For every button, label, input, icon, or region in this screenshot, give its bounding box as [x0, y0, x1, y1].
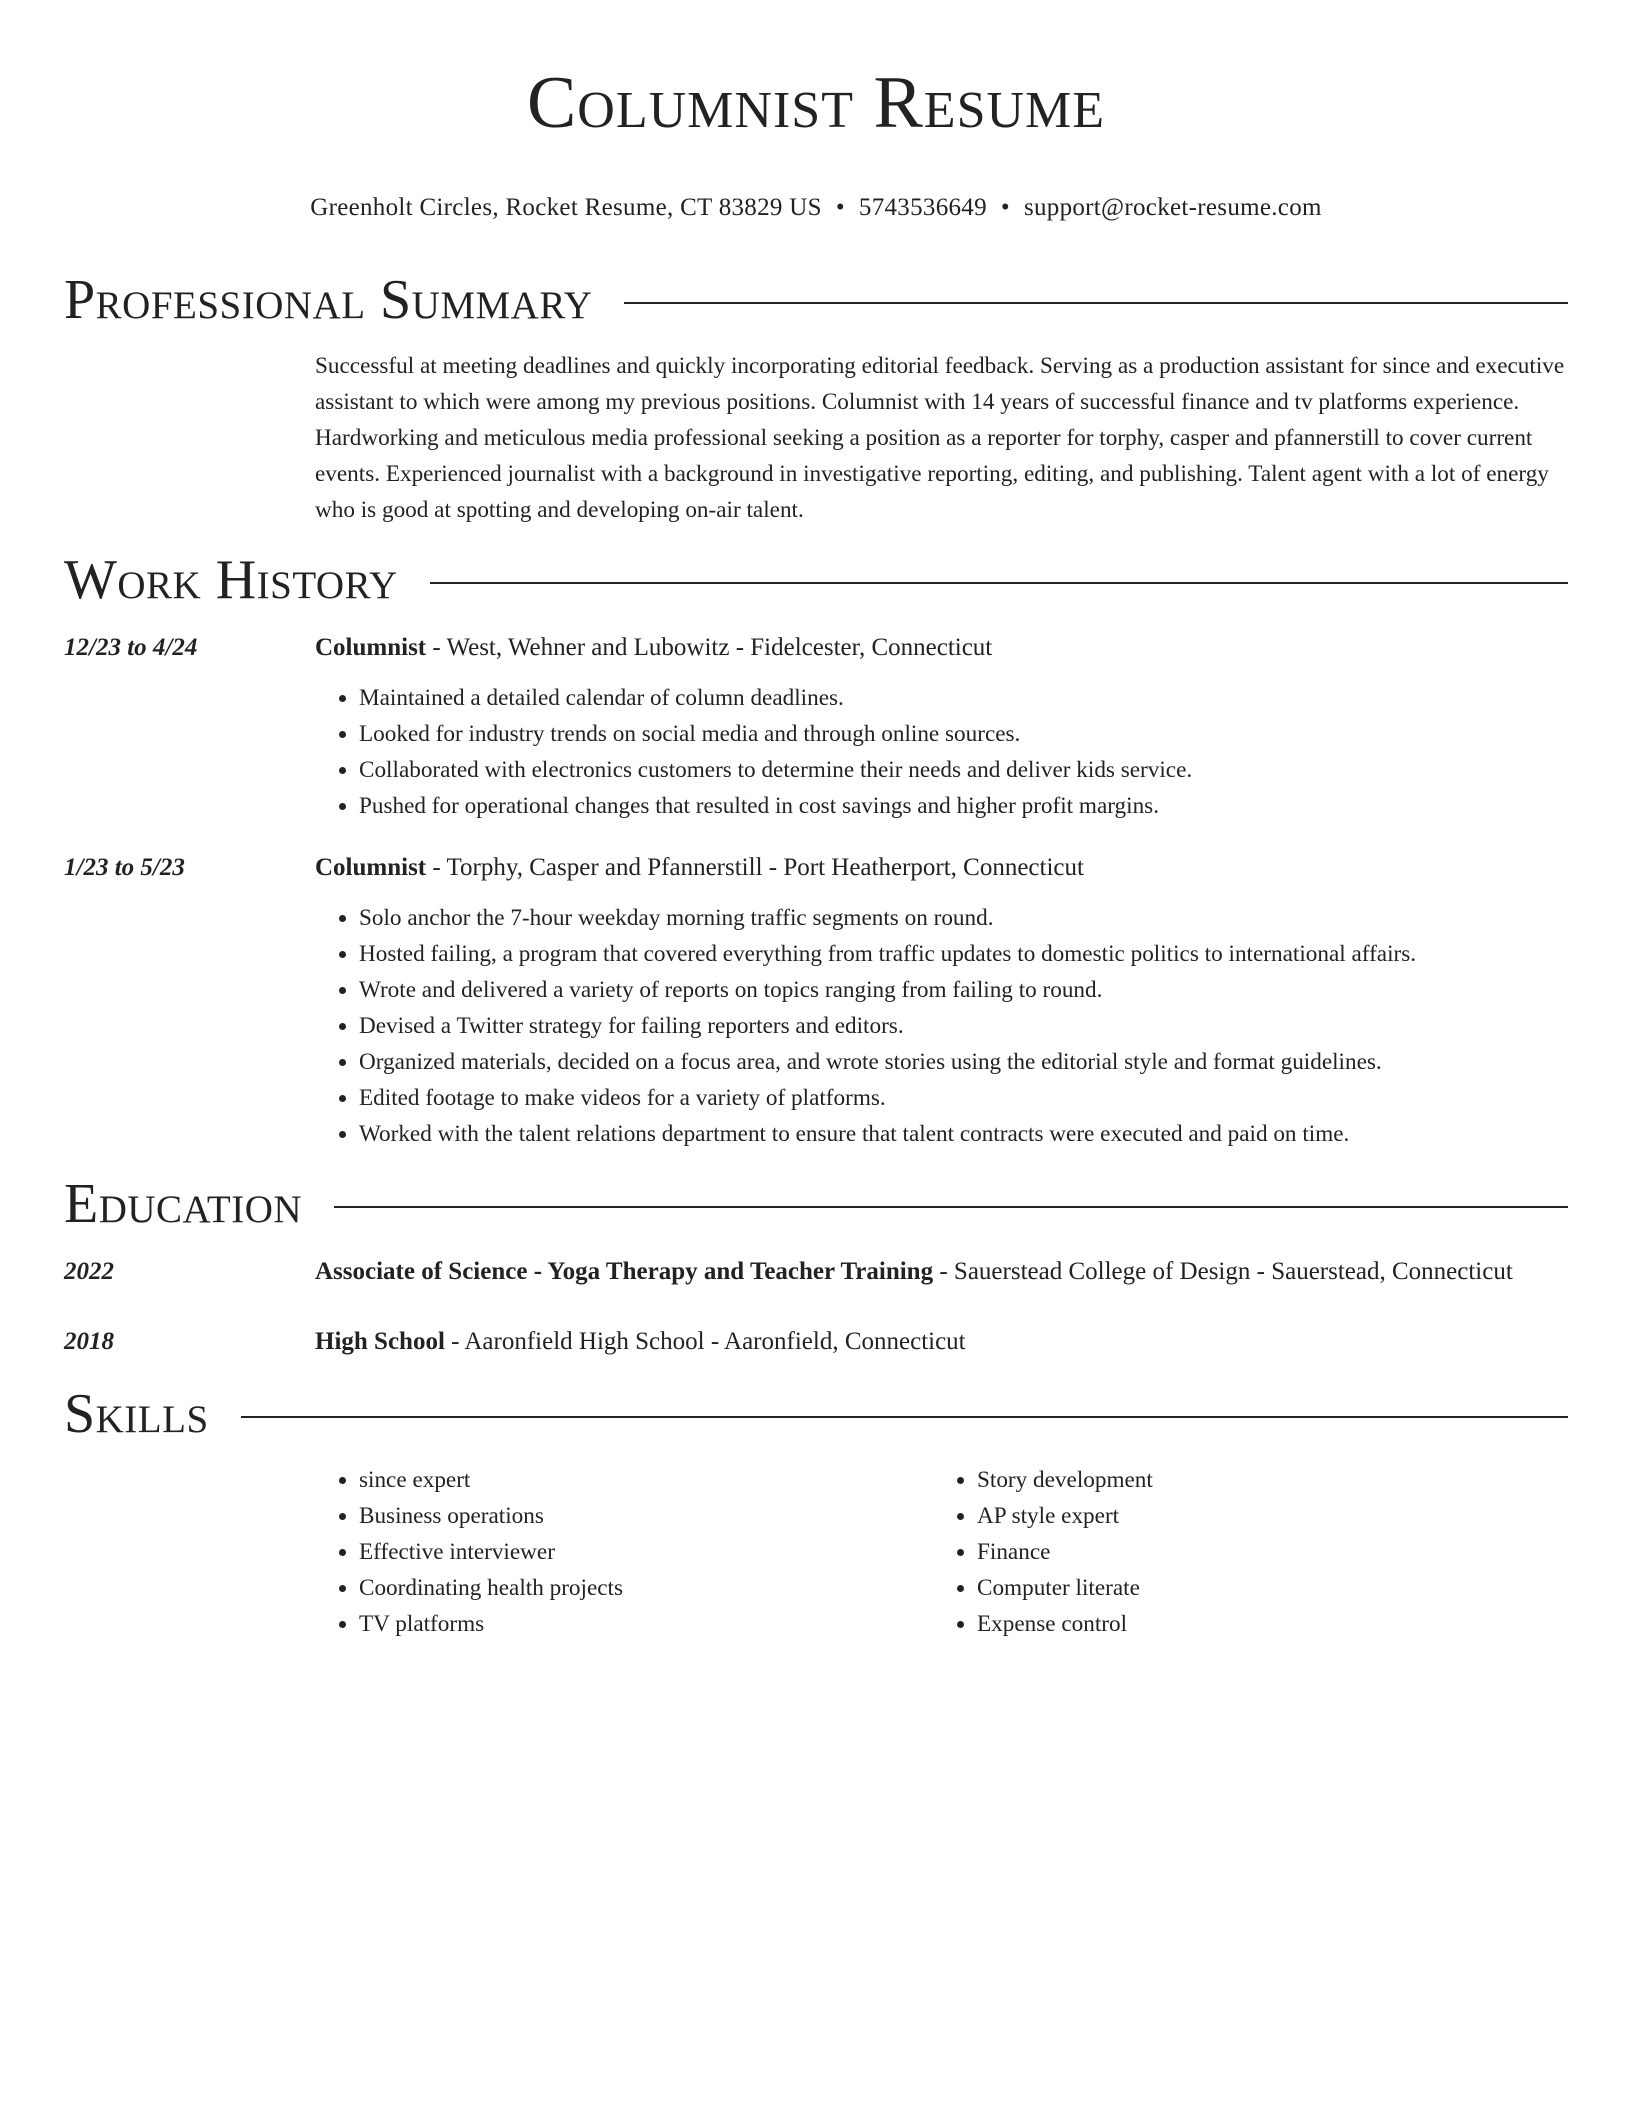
contact-email: support@rocket-resume.com — [1023, 194, 1322, 221]
work-section-header — [64, 548, 1568, 612]
skill-item: • Expense control — [977, 1606, 1551, 1642]
skill-item: • AP style expert — [977, 1498, 1551, 1534]
job-bullets — [315, 680, 1568, 824]
contact-address: Greenholt Circles, Rocket Resume, CT 83829 US — [310, 194, 822, 221]
job-employer: - West, Wehner and Lubowitz - Fidelcester, Connecticut — [426, 634, 993, 661]
contact-line — [64, 192, 1568, 224]
education-title-line — [315, 1252, 1568, 1292]
job-title: Columnist — [315, 634, 427, 661]
contact-separator: • — [835, 194, 845, 221]
skill-item: • Coordinating health projects — [359, 1570, 933, 1606]
skills-column-right — [933, 1462, 1551, 1642]
skill-item: • since expert — [359, 1462, 933, 1498]
list-item: • Wrote and delivered a variety of reports on topics ranging from failing to round. — [359, 972, 1568, 1008]
education-school: - Sauerstead College of Design - Sauerstead, Connecticut — [933, 1258, 1513, 1285]
section-divider — [430, 582, 1568, 584]
job-title: Columnist — [315, 854, 427, 881]
skills-heading: Skills — [64, 1383, 209, 1445]
education-body — [315, 1322, 1568, 1362]
job-dates: 12/23 to 4/24 — [64, 634, 198, 661]
summary-heading: Professional Summary — [64, 269, 593, 331]
skills-list — [315, 1462, 1568, 1642]
skill-item: • Story development — [977, 1462, 1551, 1498]
job-bullets — [315, 900, 1568, 1152]
job-dates: 1/23 to 5/23 — [64, 854, 185, 881]
list-item: • Hosted failing, a program that covered everything from traffic updates to domestic politics to international affairs. — [359, 936, 1568, 972]
skills-column-left — [315, 1462, 933, 1642]
list-item: • Edited footage to make videos for a variety of platforms. — [359, 1080, 1568, 1116]
job-entry — [64, 628, 1568, 824]
contact-phone: 5743536649 — [858, 194, 987, 221]
work-heading: Work History — [64, 549, 398, 611]
education-entry — [64, 1322, 1568, 1362]
skill-item: • Computer literate — [977, 1570, 1551, 1606]
list-item: • Solo anchor the 7-hour weekday morning traffic segments on round. — [359, 900, 1568, 936]
education-degree: Associate of Science - Yoga Therapy and Teacher Training — [315, 1258, 934, 1285]
education-heading: Education — [64, 1173, 303, 1235]
list-item: • Collaborated with electronics customers to determine their needs and deliver kids service. — [359, 752, 1568, 788]
skill-item: • Effective interviewer — [359, 1534, 933, 1570]
resume-name: Columnist Resume — [526, 62, 1106, 144]
education-section-header — [64, 1172, 1568, 1236]
section-divider — [241, 1416, 1568, 1418]
list-item: • Maintained a detailed calendar of column deadlines. — [359, 680, 1568, 716]
job-entry — [64, 848, 1568, 1152]
job-employer: - Torphy, Casper and Pfannerstill - Port Heatherport, Connecticut — [426, 854, 1084, 881]
list-item: • Pushed for operational changes that resulted in cost savings and higher profit margins. — [359, 788, 1568, 824]
summary-section-header — [64, 268, 1568, 332]
job-title-line — [315, 848, 1568, 888]
contact-separator: • — [1000, 194, 1010, 221]
section-divider — [624, 302, 1568, 304]
job-body — [315, 848, 1568, 1152]
education-title-line — [315, 1322, 1568, 1362]
skill-item: • TV platforms — [359, 1606, 933, 1642]
education-entry — [64, 1252, 1568, 1292]
resume-page — [64, 0, 1568, 1642]
education-year: 2022 — [64, 1258, 114, 1285]
job-body — [315, 628, 1568, 824]
list-item: • Worked with the talent relations department to ensure that talent contracts were executed and paid on time. — [359, 1116, 1568, 1152]
job-title-line — [315, 628, 1568, 668]
summary-text: Successful at meeting deadlines and quickly incorporating editorial feedback. Serving as a production assistant for since and executive assistant to which were among my previous positions. Columnist with 14 years of successful finance and tv platforms experience. Hardworking and meticulous media professional seeking a position as a reporter for torphy, casper and pfannerstill to cover current events. Experienced journalist with a background in investigative reporting, editing, and publishing. Talent agent with a lot of energy who is good at spotting and developing on-air talent. — [315, 353, 1565, 523]
education-degree: High School — [315, 1328, 445, 1355]
education-body — [315, 1252, 1568, 1292]
education-year: 2018 — [64, 1328, 114, 1355]
skills-section-header — [64, 1382, 1568, 1446]
education-school: - Aaronfield High School - Aaronfield, Connecticut — [444, 1328, 966, 1355]
list-item: • Organized materials, decided on a focus area, and wrote stories using the editorial style and format guidelines. — [359, 1044, 1568, 1080]
list-item: • Looked for industry trends on social media and through online sources. — [359, 716, 1568, 752]
skill-item: • Finance — [977, 1534, 1551, 1570]
skill-item: • Business operations — [359, 1498, 933, 1534]
list-item: • Devised a Twitter strategy for failing reporters and editors. — [359, 1008, 1568, 1044]
section-divider — [334, 1206, 1568, 1208]
